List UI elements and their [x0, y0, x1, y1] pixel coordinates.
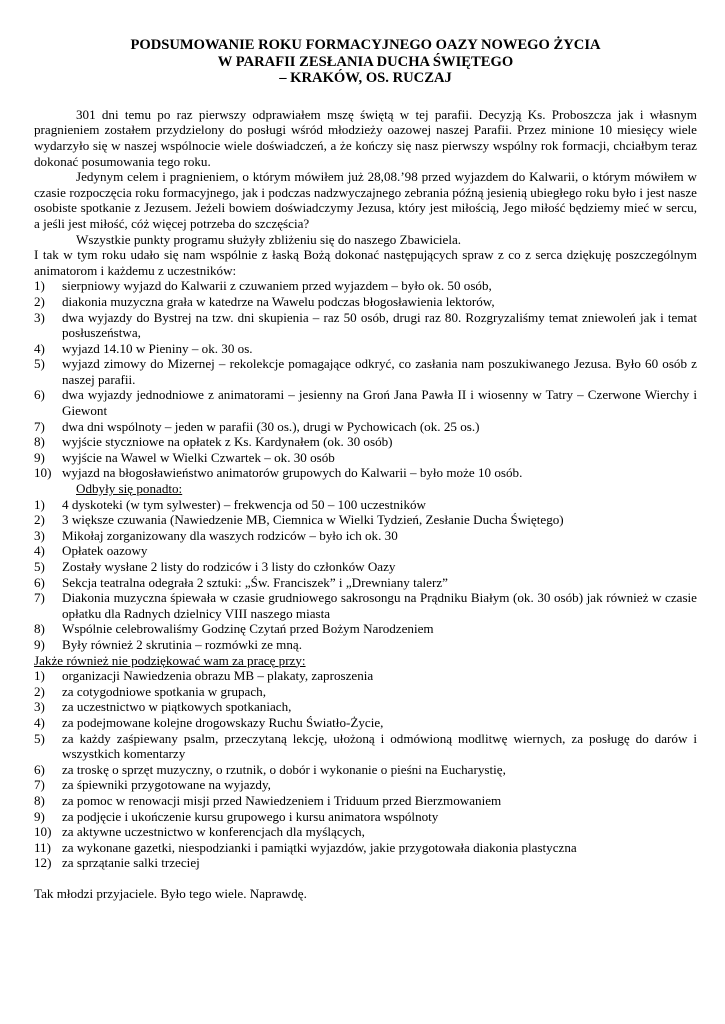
list-item-text: za pomoc w renowacji misji przed Nawiedzeniem i Triduum przed Bierzmowaniem — [62, 792, 502, 808]
list-item-text: dwa wyjazdy do Bystrej na tzw. dni skupienia – raz 50 osób, drugi raz 80. Rozgryzaliśmy temat zniewoleń jak i temat posłuszeństwa, — [62, 309, 697, 341]
list-item-text: Wspólnie celebrowaliśmy Godzinę Czytań przed Bożym Narodzeniem — [62, 621, 434, 637]
list-item-text: 4 dyskoteki (w tym sylwester) – frekwencja od 50 – 100 uczestników — [62, 496, 426, 512]
events-list — [34, 278, 697, 481]
list-item-text: za śpiewniki przygotowane na wyjazdy, — [62, 777, 271, 793]
list-item-number: 4) — [34, 340, 45, 356]
list-item — [34, 387, 697, 418]
list-item-number: 9) — [34, 449, 45, 465]
paragraph-intro: 301 dni temu po raz pierwszy odprawiałem mszę świętą w tej parafii. Decyzją Ks. Proboszcza jak i własnym pragnieniem zostałem przydzielony do posługi wśród młodzieży oazowej naszej Parafii. Przez minione 10 miesięcy wiele wydarzyło się w naszej wspólnocie wiele doświadczeń, a że kończy się nasz pierwszy wspólny rok formacji, chciałbym teraz dokonać posumowania tego roku. — [34, 106, 697, 169]
list-item-text: za aktywne uczestnictwo w konferencjach dla myślących, — [62, 824, 365, 840]
list-item — [34, 621, 697, 637]
list-item-text: wyjazd zimowy do Mizernej – rekolekcje pomagające odkryć, co zasłania nam poszukiwanego Jezusa. Było 60 osób z naszej parafii. — [62, 356, 697, 387]
paragraph-thanks-intro: I tak w tym roku udało się nam wspólnie z łaską Bożą dokonać następujących spraw z co z serca dziękuję poszczególnym animatorom i każdemu z uczestników: — [34, 247, 697, 278]
list-item-number: 10) — [34, 465, 52, 481]
list-item-number: 3) — [34, 309, 45, 325]
list-item-number: 5) — [34, 356, 45, 372]
list-item-number: 6) — [34, 387, 45, 403]
list-item-number: 6) — [34, 761, 45, 777]
list-item-number: 4) — [34, 543, 45, 559]
list-item-number: 1) — [34, 278, 45, 294]
list-item — [34, 824, 697, 840]
list-item — [34, 497, 697, 513]
list-item-number: 7) — [34, 418, 45, 434]
list-item-text: dwa wyjazdy jednodniowe z animatorami – jesienny na Groń Jana Pawła II i wiosenny w Tatry – Czerwone Wierchy i Giewont — [62, 387, 697, 419]
list-item-text: za podejmowane kolejne drogowskazy Ruchu Światło-Życie, — [62, 714, 384, 730]
list-item-number: 2) — [34, 683, 45, 699]
list-item-number: 6) — [34, 574, 45, 590]
list-item-number: 2) — [34, 293, 45, 309]
list-item — [34, 731, 697, 762]
list-item — [34, 356, 697, 387]
list-item-number: 8) — [34, 621, 45, 637]
list-item-text: za troskę o sprzęt muzyczny, o rzutnik, o dobór i wykonanie o pieśni na Eucharystię, — [62, 761, 506, 777]
list-item-number: 12) — [34, 855, 52, 871]
list-item-number: 10) — [34, 824, 52, 840]
list-item — [34, 419, 697, 435]
list-item-number: 5) — [34, 730, 45, 746]
list-item — [34, 809, 697, 825]
closing-line: Tak młodzi przyjaciele. Było tego wiele. Naprawdę. — [34, 885, 307, 901]
list-item — [34, 434, 697, 450]
list-item-text: Mikołaj zorganizowany dla waszych rodziców – było ich ok. 30 — [62, 527, 398, 543]
list-item — [34, 543, 697, 559]
list-item — [34, 684, 697, 700]
list-item-text: sierpniowy wyjazd do Kalwarii z czuwaniem przed wyjazdem – było ok. 50 osób, — [62, 278, 492, 294]
list-item-number: 9) — [34, 808, 45, 824]
list-item-text: za podjęcie i ukończenie kursu grupowego i kursu animatora wspólnoty — [62, 808, 439, 824]
list-item — [34, 278, 697, 294]
list-item — [34, 777, 697, 793]
list-item-number: 8) — [34, 792, 45, 808]
list-item-number: 11) — [34, 839, 51, 855]
list-item-number: 1) — [34, 496, 45, 512]
list-item-text: Były również 2 skrutinia – rozmówki ze mną. — [62, 636, 302, 652]
list-item-text: za wykonane gazetki, niespodzianki i pamiątki wyjazdów, jakie przygotowała diakonia plastyczna — [62, 839, 577, 855]
list-item-text: organizacji Nawiedzenia obrazu MB – plakaty, zaproszenia — [62, 668, 374, 684]
list-item-text: wyjazd 14.10 w Pieniny – ok. 30 os. — [62, 340, 253, 356]
list-item — [34, 637, 697, 653]
list-item-number: 4) — [34, 714, 45, 730]
list-item-text: Zostały wysłane 2 listy do rodziców i 3 listy do członków Oazy — [62, 559, 396, 574]
list-item — [34, 762, 697, 778]
list-item-text: wyjazd na błogosławieństwo animatorów grupowych do Kalwarii – było może 10 osób. — [62, 465, 523, 481]
list-item-text: dwa dni wspólnoty – jeden w parafii (30 os.), drugi w Pychowicach (ok. 25 os.) — [62, 418, 480, 434]
list-item-number: 3) — [34, 699, 45, 715]
list-item-number: 5) — [34, 559, 45, 574]
list-item — [34, 559, 697, 575]
list-item-number: 8) — [34, 434, 45, 450]
list-item-text: wyjście styczniowe na opłatek z Ks. Kardynałem (ok. 30 osób) — [62, 434, 393, 450]
list-item — [34, 855, 697, 871]
list-item-number: 7) — [34, 777, 45, 793]
list-item — [34, 450, 697, 466]
list-item-number: 2) — [34, 512, 45, 528]
list-item — [34, 294, 697, 310]
list-item — [34, 512, 697, 528]
paragraph-goal: Jedynym celem i pragnieniem, o którym mówiłem już 28,08.’98 przed wyjazdem do Kalwarii, o którym mówiłem w czasie rozpoczęcia roku formacyjnego, jak i podczas nadzwyczajnego zebrania późną jesienią ubiegłego roku było i jest nasze osobiste spotkanie z Jezusem. Jeżeli bowiem doświadczymy Jezusa, który jest miłością, Jego miłość będziemy mieć w sercu, a jeśli jest miłość, cóż więcej potrzeba do szczęścia? — [34, 169, 697, 231]
list-item-text: Sekcja teatralna odegrała 2 sztuki: „Św. Franciszek” i „Drewniany talerz” — [62, 574, 448, 590]
list-item-text: Opłatek oazowy — [62, 543, 148, 559]
title-line-2: W PARAFII ZESŁANIA DUCHA ŚWIĘTEGO — [217, 53, 514, 70]
title-line-1: PODSUMOWANIE ROKU FORMACYJNEGO OAZY NOWEGO ŻYCIA — [130, 37, 601, 53]
list-item-text: za każdy zaśpiewany psalm, przeczytaną lekcję, ułożoną i odmówioną modlitwę wiernych, za posługę do darów i wszystkich komentarzy — [62, 730, 697, 762]
additional-label: Odbyły się ponadto: — [76, 481, 183, 497]
gratitude-list — [34, 668, 697, 871]
list-item-text: za uczestnictwo w piątkowych spotkaniach, — [62, 699, 292, 715]
additional-events-list — [34, 497, 697, 653]
list-item — [34, 668, 697, 684]
list-item-text: diakonia muzyczna grała w katedrze na Wawelu podczas błogosławienia lektorów, — [62, 293, 495, 309]
list-item — [34, 715, 697, 731]
list-item-number: 3) — [34, 527, 45, 543]
list-item — [34, 528, 697, 544]
list-item-number: 1) — [34, 668, 45, 684]
list-item — [34, 575, 697, 591]
list-item — [34, 465, 697, 481]
list-item — [34, 699, 697, 715]
list-item-text: 3 większe czuwania (Nawiedzenie MB, Ciemnica w Wielki Tydzień, Zesłanie Ducha Świętego) — [62, 512, 564, 528]
paragraph-program: Wszystkie punkty programu służyły zbliżeniu się do naszego Zbawiciela. — [76, 231, 462, 247]
list-item — [34, 793, 697, 809]
list-item-text: za cotygodniowe spotkania w grupach, — [62, 683, 266, 699]
list-item — [34, 840, 697, 856]
list-item — [34, 341, 697, 357]
title-line-3: – KRAKÓW, OS. RUCZAJ — [279, 70, 452, 87]
list-item-text: za sprzątanie salki trzeciej — [62, 855, 200, 871]
list-item-text: Diakonia muzyczna śpiewała w czasie grudniowego sakrosongu na Prądniku Białym (ok. 30 osób) jak również w czasie opłatku dla Radnych dzielnicy VIII naszego miasta — [62, 590, 697, 621]
list-item-number: 7) — [34, 590, 45, 606]
list-item-number: 9) — [34, 636, 45, 652]
document-title — [34, 37, 697, 87]
list-item — [34, 310, 697, 341]
list-item — [34, 590, 697, 621]
gratitude-label: Jakże również nie podziękować wam za pracę przy: — [34, 652, 306, 668]
list-item-text: wyjście na Wawel w Wielki Czwartek – ok. 30 osób — [62, 449, 335, 465]
